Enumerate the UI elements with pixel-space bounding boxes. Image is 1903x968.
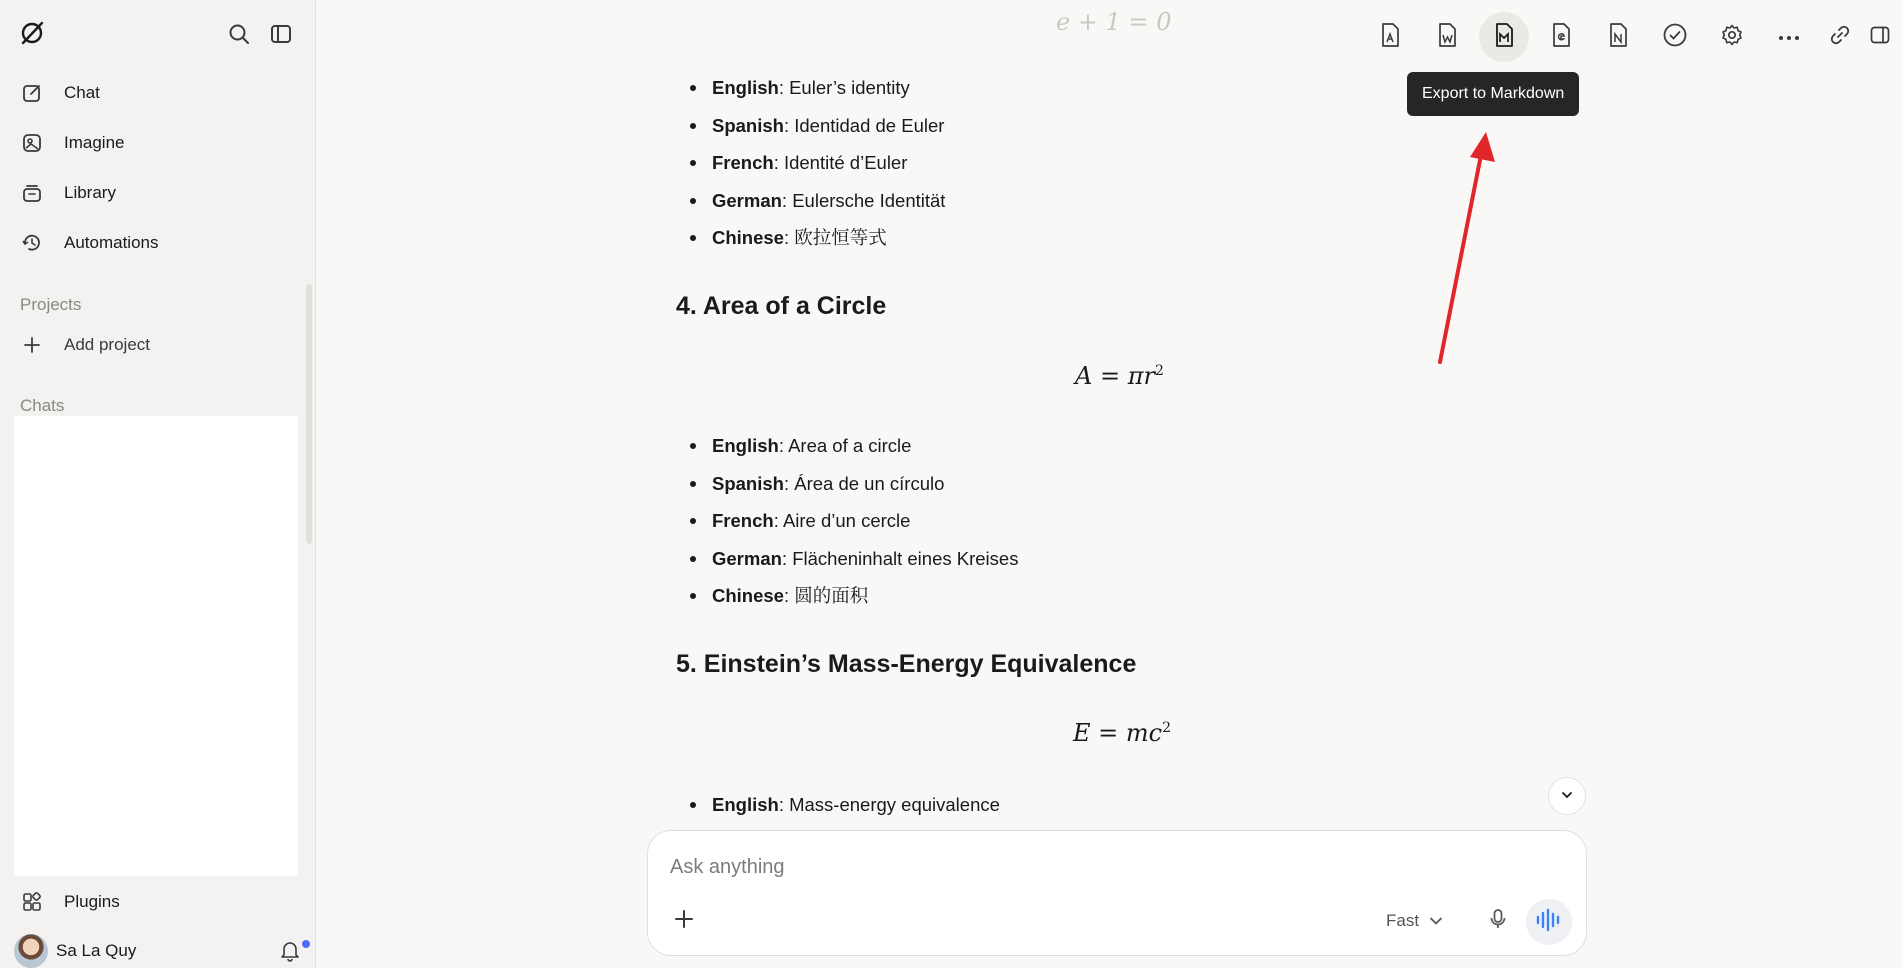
sidebar-header	[18, 16, 297, 50]
automations-icon	[20, 231, 44, 255]
chats-label: Chats	[20, 396, 65, 415]
image-icon	[20, 131, 44, 155]
composer	[647, 830, 1587, 956]
ask-input[interactable]	[670, 851, 1550, 883]
list-item: Spanish: Identidad de Euler	[712, 107, 945, 145]
voice-mode-button[interactable]	[1526, 899, 1572, 945]
check-circle-icon	[1662, 22, 1688, 53]
library-icon	[20, 181, 44, 205]
more-icon	[1778, 28, 1800, 46]
scroll-down-button[interactable]	[1548, 777, 1586, 815]
list-item: German: Flächeninhalt eines Kreises	[712, 540, 1018, 578]
search-icon[interactable]	[227, 22, 251, 46]
user-name: Sa La Quy	[56, 941, 137, 960]
sidebar-item-chat[interactable]	[12, 71, 304, 115]
faint-formula: e + 1 = 0	[1056, 8, 1172, 36]
plugins-icon	[20, 890, 44, 914]
notification-dot	[302, 940, 310, 948]
gear-icon	[1720, 23, 1744, 52]
attach-button[interactable]	[670, 907, 698, 935]
voice-waveform-icon	[1535, 908, 1563, 937]
microphone-icon	[1489, 908, 1507, 935]
sidebar-item-imagine[interactable]	[12, 121, 304, 165]
translation-list	[712, 786, 1000, 824]
translation-list	[712, 69, 945, 257]
list-item: English: Mass-energy equivalence	[712, 786, 1000, 824]
add-project-button[interactable]	[12, 323, 304, 367]
sidebar-item-label: Plugins	[64, 892, 120, 911]
panel-icon	[1869, 24, 1891, 51]
sidebar-item-label: Automations	[64, 233, 159, 252]
list-item: English: Euler’s identity	[712, 69, 945, 107]
add-project-label: Add project	[64, 335, 150, 354]
list-item: German: Eulersche Identität	[712, 182, 945, 220]
list-item: Chinese: 欧拉恒等式	[712, 219, 945, 257]
chat-content	[676, 0, 1586, 830]
section-heading: 5. Einstein’s Mass-Energy Equivalence	[676, 650, 1137, 678]
plus-icon	[20, 333, 44, 357]
sidebar-item-label: Chat	[64, 83, 100, 102]
user-profile[interactable]	[14, 934, 304, 968]
mode-selector[interactable]	[1386, 905, 1443, 937]
panel-toggle-button[interactable]	[1855, 12, 1903, 62]
list-item: Chinese: 圆的面积	[712, 577, 1018, 615]
list-item: French: Identité d’Euler	[712, 144, 945, 182]
chevron-down-icon	[1419, 911, 1443, 931]
sidebar-scrollbar[interactable]	[306, 284, 312, 544]
mode-label: Fast	[1386, 911, 1420, 930]
list-item: Spanish: Área de un círculo	[712, 465, 1018, 503]
list-item: French: Aire d’un cercle	[712, 502, 1018, 540]
export-notion-icon	[1606, 22, 1630, 53]
sidebar-item-automations[interactable]	[12, 221, 304, 265]
plus-icon	[674, 909, 694, 934]
settings-button[interactable]	[1707, 12, 1757, 62]
sidebar-item-library[interactable]	[12, 171, 304, 215]
translation-list	[712, 427, 1018, 615]
list-item: English: Area of a circle	[712, 427, 1018, 465]
chat-list[interactable]	[14, 416, 298, 876]
projects-label: Projects	[20, 295, 82, 314]
more-button[interactable]	[1764, 12, 1814, 62]
microphone-button[interactable]	[1484, 907, 1512, 935]
formula: $E = mc^2$	[1073, 719, 1172, 747]
sidebar-item-label: Library	[64, 183, 116, 202]
logo-icon[interactable]	[18, 19, 46, 47]
formula: $A = \pi r^2$	[1075, 362, 1164, 390]
sidebar-item-plugins[interactable]	[12, 880, 304, 924]
avatar[interactable]	[14, 934, 48, 968]
sidebar-item-label: Imagine	[64, 133, 125, 152]
edit-icon	[20, 81, 44, 105]
export-markdown-tooltip: Export to Markdown	[1407, 72, 1579, 116]
link-icon	[1829, 24, 1851, 51]
sidebar	[0, 0, 316, 968]
section-heading: 4. Area of a Circle	[676, 292, 887, 320]
sidebar-toggle-icon[interactable]	[269, 22, 293, 46]
export-notion-button[interactable]	[1593, 12, 1643, 62]
bell-icon[interactable]	[280, 940, 304, 964]
chevron-down-icon	[1560, 787, 1574, 805]
check-button[interactable]	[1650, 12, 1700, 62]
